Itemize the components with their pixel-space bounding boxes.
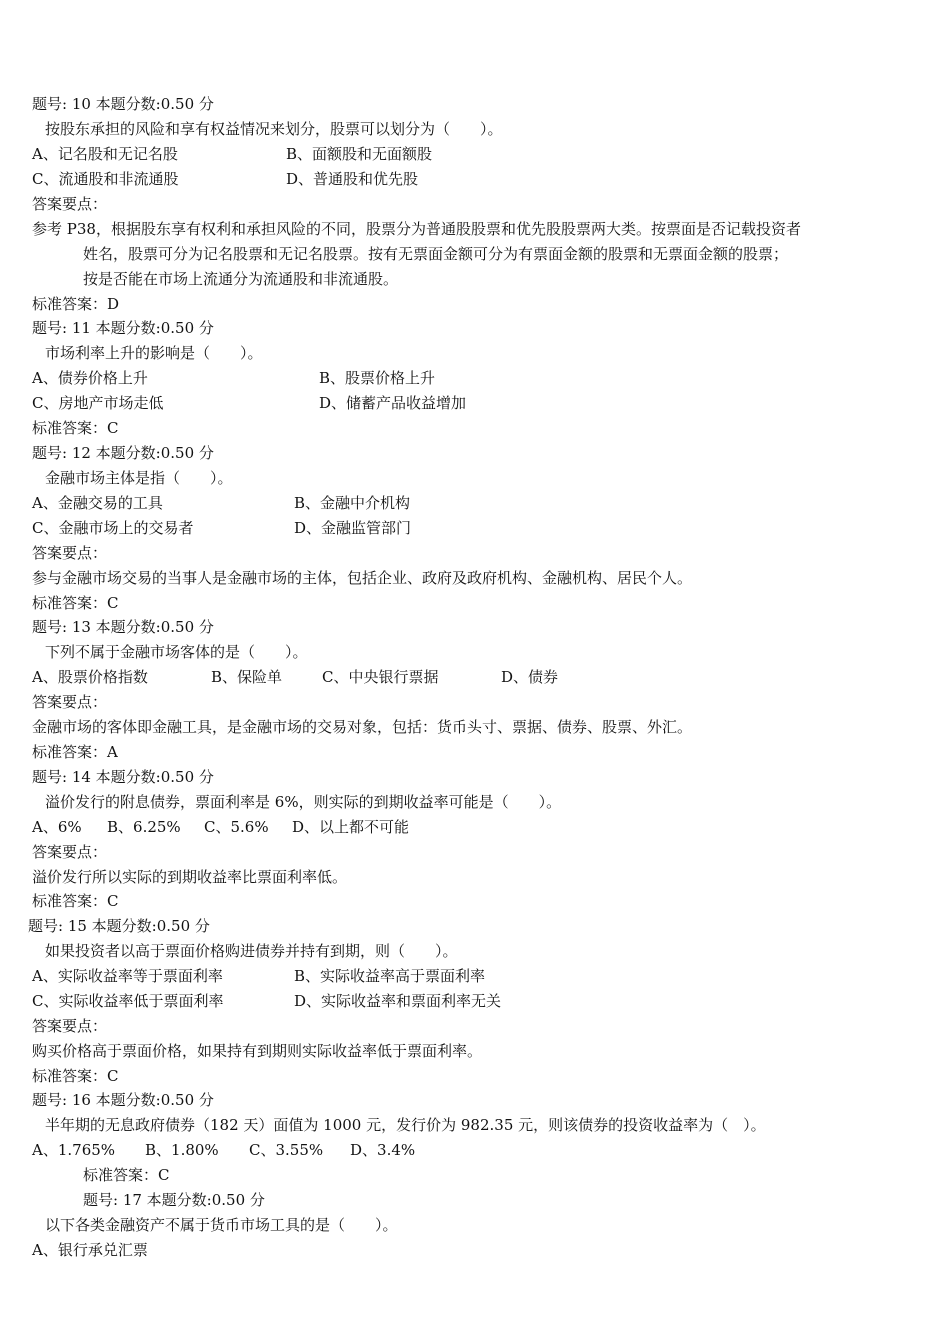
- question-header: 题号: 13 本题分数:0.50 分: [32, 618, 214, 636]
- option-d: D、3.4%: [350, 1141, 416, 1159]
- question-stem: 按股东承担的风险和享有权益情况来划分，股票可以划分为（ ）。: [45, 120, 503, 138]
- standard-answer: 标准答案：C: [32, 892, 119, 910]
- question-stem: 金融市场主体是指（ ）。: [45, 469, 233, 487]
- question-stem: 溢价发行的附息债券，票面利率是 6%，则实际的到期收益率可能是（ ）。: [45, 793, 562, 811]
- question-stem: 如果投资者以高于票面价格购进债券并持有到期，则（ ）。: [45, 942, 458, 960]
- question-header: 题号: 11 本题分数:0.50 分: [32, 319, 214, 337]
- standard-answer: 标准答案：A: [32, 743, 118, 761]
- option-c: C、5.6%: [204, 818, 269, 836]
- question-stem: 以下各类金融资产不属于货币市场工具的是（ ）。: [45, 1216, 398, 1234]
- key-points-label: 答案要点：: [32, 195, 108, 213]
- option-a: A、记名股和无记名股: [32, 145, 178, 163]
- option-d: D、以上都不可能: [292, 818, 410, 836]
- option-b: B、1.80%: [145, 1141, 219, 1159]
- option-c: C、流通股和非流通股: [32, 170, 179, 188]
- key-points-label: 答案要点：: [32, 843, 108, 861]
- question-stem: 市场利率上升的影响是（ ）。: [45, 344, 263, 362]
- key-points-label: 答案要点：: [32, 544, 108, 562]
- option-a: A、实际收益率等于票面利率: [32, 967, 223, 985]
- option-c: C、3.55%: [249, 1141, 324, 1159]
- option-b: B、实际收益率高于票面利率: [294, 967, 486, 985]
- explanation-line: 金融市场的客体即金融工具，是金融市场的交易对象，包括：货币头寸、票据、债券、股票、外汇。: [32, 718, 693, 736]
- option-c: C、实际收益率低于票面利率: [32, 992, 224, 1010]
- option-a: A、1.765%: [32, 1141, 116, 1159]
- key-points-label: 答案要点：: [32, 693, 108, 711]
- explanation-line: 按是否能在市场上流通分为流通股和非流通股。: [83, 270, 399, 288]
- option-b: B、面额股和无面额股: [286, 145, 433, 163]
- question-header: 题号: 10 本题分数:0.50 分: [32, 95, 214, 113]
- option-c: C、房地产市场走低: [32, 394, 164, 412]
- standard-answer: 标准答案：D: [32, 295, 120, 313]
- option-a: A、金融交易的工具: [32, 494, 163, 512]
- question-header: 题号: 16 本题分数:0.50 分: [32, 1091, 214, 1109]
- option-d: D、债券: [501, 668, 559, 686]
- option-a: A、银行承兑汇票: [32, 1241, 148, 1259]
- question-header: 题号: 17 本题分数:0.50 分: [83, 1191, 265, 1209]
- question-stem: 半年期的无息政府债券（182 天）面值为 1000 元，发行价为 982.35 元，则该债券的投资收益率为（ ）。: [45, 1116, 766, 1134]
- standard-answer: 标准答案：C: [83, 1166, 170, 1184]
- option-b: B、保险单: [211, 668, 283, 686]
- explanation-line: 参考 P38，根据股东享有权利和承担风险的不同，股票分为普通股股票和优先股股票两大类。按票面是否记载投资者: [32, 220, 801, 238]
- option-b: B、6.25%: [107, 818, 181, 836]
- question-stem: 下列不属于金融市场客体的是（ ）。: [45, 643, 308, 661]
- option-d: D、储蓄产品收益增加: [319, 394, 467, 412]
- option-d: D、普通股和优先股: [286, 170, 419, 188]
- question-header: 题号: 15 本题分数:0.50 分: [28, 917, 210, 935]
- explanation-line: 溢价发行所以实际的到期收益率比票面利率低。: [32, 868, 348, 886]
- option-c: C、金融市场上的交易者: [32, 519, 194, 537]
- question-header: 题号: 12 本题分数:0.50 分: [32, 444, 214, 462]
- option-b: B、金融中介机构: [294, 494, 411, 512]
- question-header: 题号: 14 本题分数:0.50 分: [32, 768, 214, 786]
- option-a: A、债券价格上升: [32, 369, 148, 387]
- explanation-line: 参与金融市场交易的当事人是金融市场的主体，包括企业、政府及政府机构、金融机构、居民个人。: [32, 569, 693, 587]
- explanation-line: 姓名，股票可分为记名股票和无记名股票。按有无票面金额可分为有票面金额的股票和无票面金额的股票；: [83, 245, 789, 263]
- option-c: C、中央银行票据: [322, 668, 439, 686]
- explanation-line: 购买价格高于票面价格，如果持有到期则实际收益率低于票面利率。: [32, 1042, 483, 1060]
- option-d: D、金融监管部门: [294, 519, 412, 537]
- option-d: D、实际收益率和票面利率无关: [294, 992, 502, 1010]
- standard-answer: 标准答案：C: [32, 419, 119, 437]
- standard-answer: 标准答案：C: [32, 1067, 119, 1085]
- option-a: A、股票价格指数: [32, 668, 148, 686]
- option-b: B、股票价格上升: [319, 369, 436, 387]
- option-a: A、6%: [32, 818, 82, 836]
- standard-answer: 标准答案：C: [32, 594, 119, 612]
- key-points-label: 答案要点：: [32, 1017, 108, 1035]
